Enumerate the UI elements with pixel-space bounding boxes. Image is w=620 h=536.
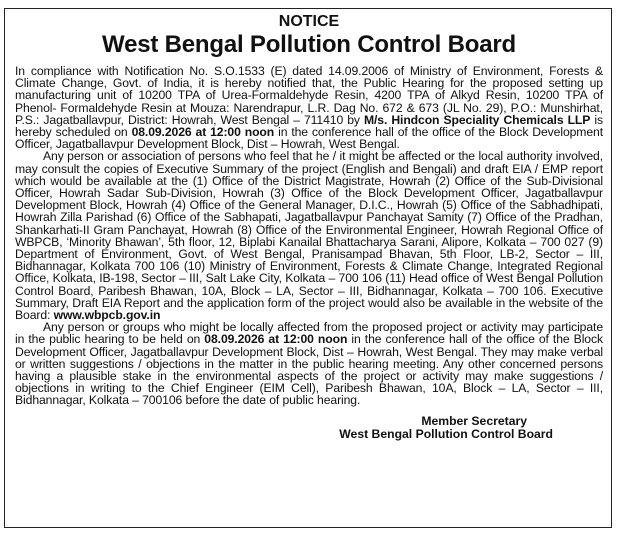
notice-heading: NOTICE [278,13,340,30]
signatory-designation: Member Secretary [421,413,527,428]
hearing-datetime-2: 08.09.2026 at 12:00 noon [204,332,348,347]
p1-text-c: in the conference hall of the office of the Block Development Officer, Jagatballavpur Development Block, Dist – Howrah, West Bengal. [15,125,603,152]
p3-text-a: Any person or groups who might be locally affected from the proposed project or activity may participate in the public hearing to be held on [15,320,603,347]
p3-text-b: in the conference hall of the office of the Block Development Officer, Jagatballavpur Development Block, Dist – Howrah, West Bengal. They may make verbal or written suggestions / objections in the matter in the public hearing meeting. Any other concerned persons having a plausible stake in the environmental aspects of the project or activity may make suggestions / objections in writing to the Chief Engineer (EIM Cell), Paribesh Bhawan, 10A, Block – LA, Sector – III, Bidhannagar, Kolkata – 700106 before the date of public hearing. [15,332,603,408]
board-website-link[interactable]: www.wbpcb.gov.in [53,308,161,323]
paragraph-hearing-schedule [15,65,603,150]
p1-text-a: In compliance with Notification No. S.O.1533 (E) dated 14.09.2006 of Ministry of Environment, Forests & Climate Change, Govt. of India, it is hereby notified that, the Public Hearing for the proposed setting up manufacturing unit of 10200 TPA of Urea-Formaldehyde Resin, 4200 TPA of Alkyd Resin, 10200 TPA of Phenol- Formaldehyde Resin at Mouza: Narendrapur, L.R. Dag No. 672 & 673 (JL No. 29), P.O.: Munshirhat, P.S.: Jagatballavpur, District: Howrah, West Bengal – 711410 by [15,64,603,127]
p2-text-a: Any person or association of persons who feel that he / it might be affected or the local authority involved, may consult the copies of Executive Summary of the project (English and Bengali) and draft EIA / EMP report which would be available at the (1) Office of the District Magistrate, Howrah (2) Office of the Sub-Divisional Officer, Howrah Sadar Sub-Division, Howrah (3) Office of the Block Development Officer, Jagatballavpur Development Block, Howrah (4) Office of the General Manager, D.I.C., Howrah (5) Office of the Sabhadhipati, Howrah Zilla Parishad (6) Office of the Sabhapati, Jagatballavpur Panchayat Samity (7) Office of the Pradhan, Shankarhati-II Gram Panchayat, Howrah (8) Office of the Environmental Engineer, Howrah Regional Office of WBPCB, ‘Minority Bhawan’, 5th floor, 12, Biplabi Kanailal Bhattacharya Sarani, Alipore, Kolkata – 700 027 (9) Department of Environment, Govt. of West Bengal, Pranisampad Bhavan, 5th Floor, LB-2, Sector – III, Bidhannagar, Kolkata 700 106 (10) Ministry of Environment, Forests & Climate Change, Integrated Regional Office, Kolkata, IB-198, Sector – III, Salt Lake City, Kolkata – 700 106 (11) Head office of West Bengal Pollution Control Board, Paribesh Bhawan, 10A, Block – LA, Sector – III, Bidhannagar, Kolkata – 700 106. Executive Summary, Draft EIA Report and the application form of the project would also be available in the website of the Board: [15,149,603,323]
notice-box [4,8,612,528]
p1-text-b: is hereby scheduled on [15,112,603,140]
company-name: M/s. Hindcon Speciality Chemicals LLP [363,112,591,127]
signature-block [15,415,603,441]
paragraph-participation [15,321,603,406]
hearing-datetime: 08.09.2026 at 12:00 noon [131,125,275,140]
board-title: West Bengal Pollution Control Board [102,31,516,58]
paragraph-document-locations [15,150,603,321]
signatory-organisation: West Bengal Pollution Control Board [339,426,553,441]
